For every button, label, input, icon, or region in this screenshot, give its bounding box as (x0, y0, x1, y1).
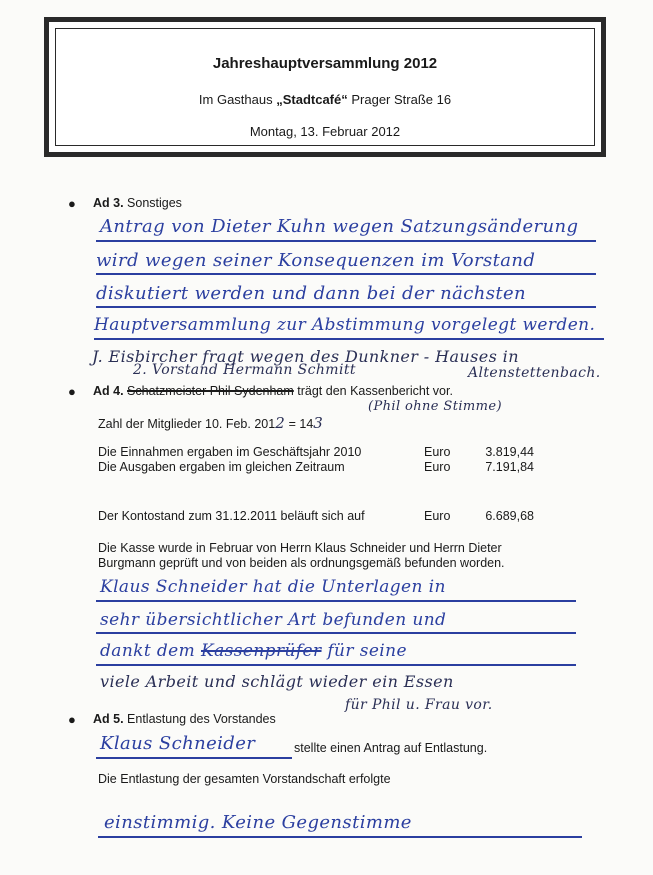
members-count-correction: 3 (313, 414, 324, 432)
expenses-label: Die Ausgaben ergaben im gleichen Zeitraum (98, 460, 345, 474)
members-line (98, 414, 323, 432)
venue-name: „Stadtcafé“ (276, 92, 348, 107)
income-label: Die Einnahmen ergaben im Geschäftsjahr 2010 (98, 445, 362, 459)
ad3-rule-1 (96, 240, 596, 242)
ad5-hand-name: Klaus Schneider (100, 733, 256, 754)
audit-hand-line-4: viele Arbeit und schlägt wieder ein Essen (100, 672, 454, 691)
ad3-number: Ad 3. (93, 196, 124, 210)
ad5-name-rule (96, 757, 292, 759)
audit-hand-line-2: sehr übersichtlicher Art befunden und (100, 610, 447, 630)
venue-prefix: Im Gasthaus (198, 92, 277, 107)
header-inner-frame (55, 28, 595, 146)
ad3-hand-line-6: Altenstettenbach. (468, 365, 601, 381)
audit-rule-2 (96, 632, 576, 634)
ad3-hand-line-3: diskutiert werden und dann bei der nächsten (96, 283, 527, 304)
ad5-motion-text: stellte einen Antrag auf Entlastung. (294, 741, 488, 755)
ad3-heading (93, 196, 182, 210)
balance-value: 6.689,68 (485, 509, 534, 523)
document-title: Jahreshauptversammlung 2012 (212, 55, 438, 72)
income-value: 3.819,44 (485, 445, 534, 459)
ad3-hand-line-1: Antrag von Dieter Kuhn wegen Satzungsänderung (100, 216, 579, 237)
audit-hand-line-1: Klaus Schneider hat die Unterlagen in (100, 577, 446, 597)
ad5-heading (93, 712, 276, 726)
meeting-date: Montag, 13. Februar 2012 (249, 124, 401, 139)
audit-hand-line-5: für Phil u. Frau vor. (345, 697, 493, 713)
audit-rule-1 (96, 600, 576, 602)
members-label: Zahl der Mitglieder 10. Feb. 201 (98, 417, 276, 431)
venue-line (56, 92, 594, 107)
audit-line-2: Burgmann geprüft und von beiden als ordnungsgemäß befunden worden. (98, 556, 505, 570)
balance-label: Der Kontostand zum 31.12.2011 beläuft sich auf (98, 509, 365, 523)
ad5-title: Entlastung des Vorstandes (123, 712, 276, 726)
ad4-struck-treasurer: Schatzmeister Phil Sydenham (127, 384, 294, 398)
ad3-rule-4 (94, 338, 604, 340)
audit-rule-3 (96, 664, 576, 666)
ad4-hand-note: (Phil ohne Stimme) (368, 399, 502, 414)
venue-address: Prager Straße 16 (347, 92, 452, 107)
ad4-hand-insert: 2. Vorstand Hermann Schmitt (133, 362, 356, 378)
ad4-heading-text: trägt den Kassenbericht vor. (293, 384, 453, 398)
bullet-ad3: ● (68, 196, 76, 211)
ad5-line-2: Die Entlastung der gesamten Vorstandschaft erfolgte (98, 772, 391, 786)
ad4-number: Ad 4. (93, 384, 124, 398)
ad5-number: Ad 5. (93, 712, 124, 726)
bullet-ad4: ● (68, 384, 76, 399)
audit-hand-fuer-seine: für seine (321, 641, 407, 661)
members-year-correction: 2 (275, 414, 286, 432)
ad3-title: Sonstiges (123, 196, 182, 210)
expenses-currency: Euro (424, 460, 451, 474)
expenses-value: 7.191,84 (485, 460, 534, 474)
audit-hand-line-3 (100, 641, 407, 661)
ad5-result-rule (98, 836, 582, 838)
audit-hand-dankt: dankt dem (100, 641, 201, 661)
ad3-rule-2 (96, 273, 596, 275)
income-currency: Euro (424, 445, 451, 459)
audit-hand-struck-word: Kassenprüfer (200, 641, 322, 661)
members-eq: = 14 (285, 417, 314, 431)
bullet-ad5: ● (68, 712, 76, 727)
balance-currency: Euro (424, 509, 451, 523)
ad4-heading (93, 384, 453, 398)
ad3-hand-line-4: Hauptversammlung zur Abstimmung vorgelegt werden. (94, 315, 596, 335)
ad3-hand-line-5: J. Eisbircher fragt wegen des Dunkner - Hauses in (92, 347, 519, 366)
ad3-rule-3 (96, 306, 596, 308)
audit-line-1: Die Kasse wurde in Februar von Herrn Klaus Schneider und Herrn Dieter (98, 541, 502, 555)
header-box (44, 17, 606, 157)
ad5-hand-result: einstimmig. Keine Gegenstimme (104, 812, 412, 833)
ad3-hand-line-2: wird wegen seiner Konsequenzen im Vorstand (96, 250, 536, 271)
